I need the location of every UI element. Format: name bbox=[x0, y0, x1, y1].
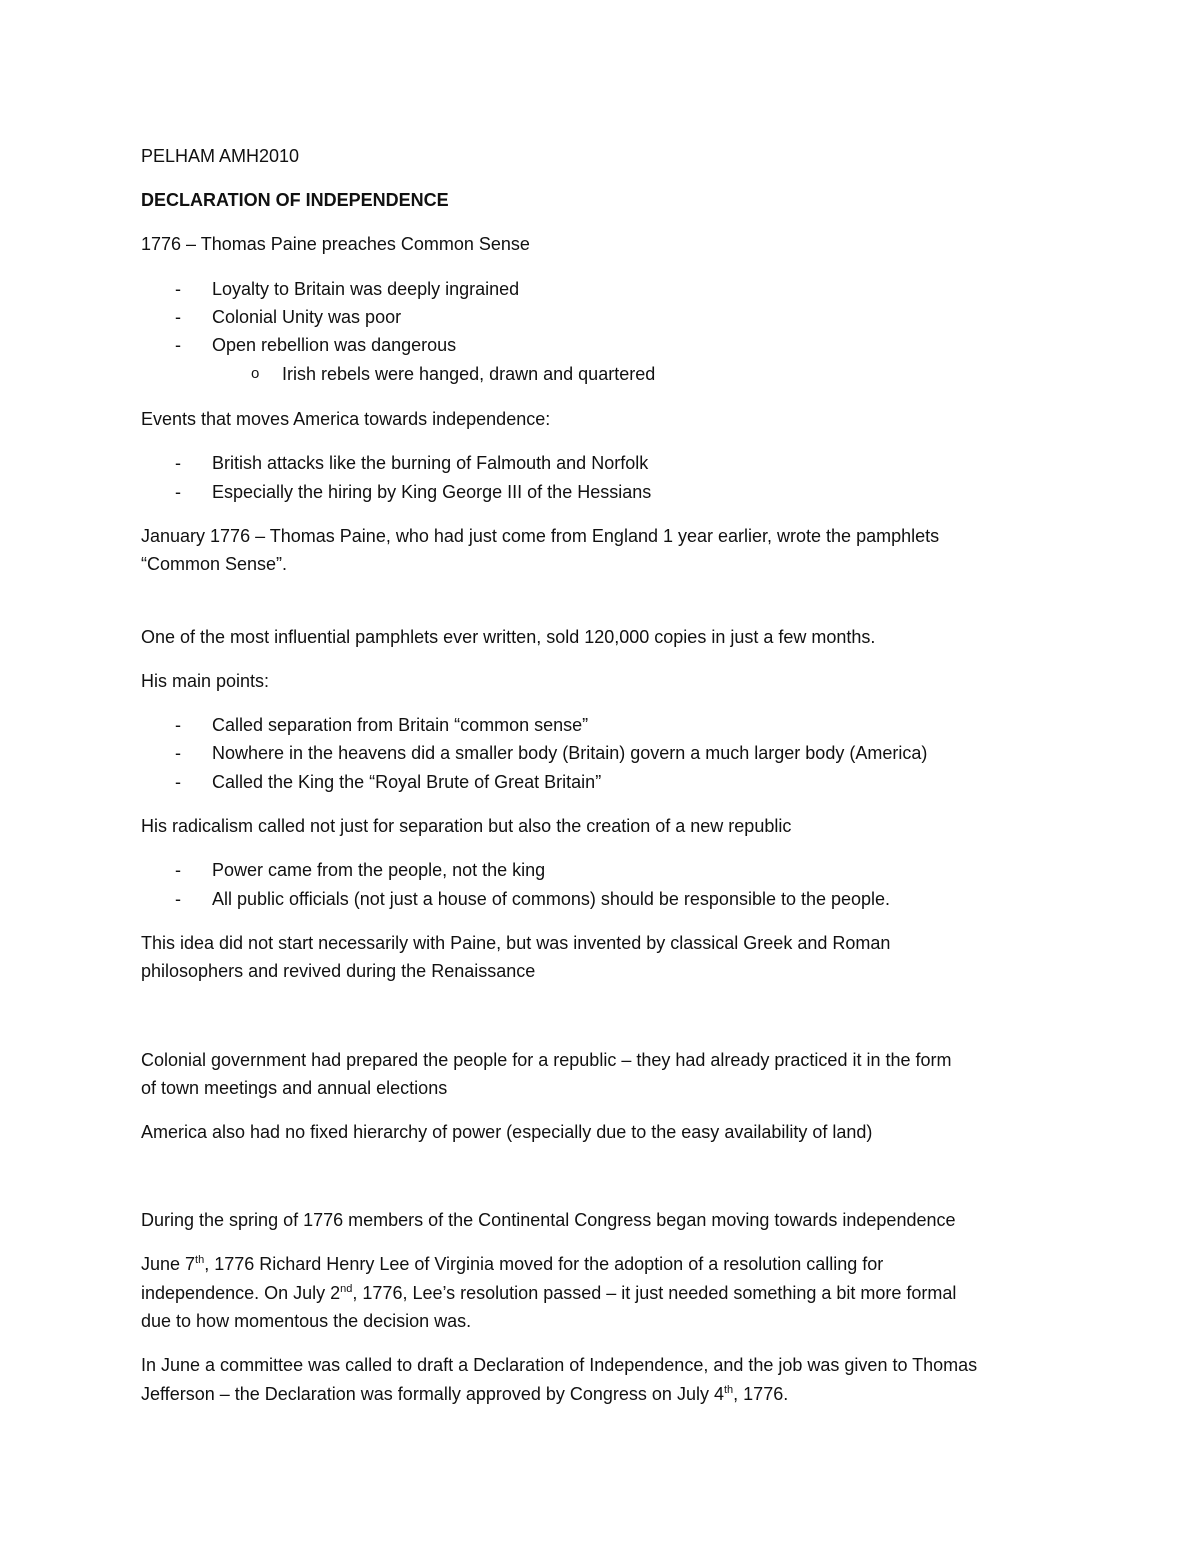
list-item: Open rebellion was dangerous bbox=[212, 335, 457, 355]
dash-bullet: - bbox=[175, 279, 181, 299]
radicalism-paragraph: His radicalism called not just for separation but also the creation of a new republic bbox=[141, 816, 792, 836]
june-text-c: independence. On July 2 bbox=[141, 1283, 341, 1303]
influential-paragraph: One of the most influential pamphlets ever written, sold 120,000 copies in just a few months. bbox=[141, 627, 876, 647]
dash-bullet: - bbox=[175, 743, 181, 763]
list-item: British attacks like the burning of Falmouth and Norfolk bbox=[212, 453, 649, 473]
list-item: Colonial Unity was poor bbox=[212, 307, 402, 327]
dash-bullet: - bbox=[175, 860, 181, 880]
dash-bullet: - bbox=[175, 772, 181, 792]
dash-bullet: - bbox=[175, 307, 181, 327]
list-item: Loyalty to Britain was deeply ingrained bbox=[212, 279, 520, 299]
ordinal-superscript: th bbox=[723, 1384, 734, 1396]
intro-line: 1776 – Thomas Paine preaches Common Sense bbox=[141, 234, 530, 254]
list-item: All public officials (not just a house of commons) should be responsible to the people. bbox=[212, 889, 891, 909]
dash-bullet: - bbox=[175, 482, 181, 502]
list-item: Especially the hiring by King George III of the Hessians bbox=[212, 482, 652, 502]
events-heading: Events that moves America towards independence: bbox=[141, 409, 551, 429]
june-text-b: , 1776 Richard Henry Lee of Virginia moved for the adoption of a resolution calling for bbox=[204, 1254, 884, 1274]
june-paragraph-line-1 bbox=[141, 1250, 883, 1278]
committee-paragraph-line-1: In June a committee was called to draft a Declaration of Independence, and the job was given to Thomas bbox=[141, 1355, 978, 1375]
dash-bullet: - bbox=[175, 453, 181, 473]
ordinal-superscript: th bbox=[195, 1254, 205, 1266]
dash-bullet: - bbox=[175, 889, 181, 909]
january-paragraph-line-1: January 1776 – Thomas Paine, who had just come from England 1 year earlier, wrote the pamphlets bbox=[141, 526, 940, 546]
sub-list-item: Irish rebels were hanged, drawn and quartered bbox=[282, 364, 656, 384]
list-item: Called separation from Britain “common sense” bbox=[212, 715, 589, 735]
list-item: Nowhere in the heavens did a smaller body (Britain) govern a much larger body (America) bbox=[212, 743, 928, 763]
spring-paragraph: During the spring of 1776 members of the Continental Congress began moving towards independence bbox=[141, 1210, 956, 1230]
june-text-d: , 1776, Lee’s resolution passed – it just needed something a bit more formal bbox=[352, 1283, 957, 1303]
main-points-heading: His main points: bbox=[141, 671, 270, 691]
committee-text-a: Jefferson – the Declaration was formally approved by Congress on July 4 bbox=[141, 1384, 724, 1404]
june-paragraph-line-2 bbox=[141, 1279, 956, 1307]
ordinal-superscript: nd bbox=[340, 1283, 353, 1295]
committee-paragraph-line-2 bbox=[141, 1380, 788, 1408]
dash-bullet: - bbox=[175, 335, 181, 355]
list-item: Called the King the “Royal Brute of Great Britain” bbox=[212, 772, 602, 792]
list-item: Power came from the people, not the king bbox=[212, 860, 546, 880]
dash-bullet: - bbox=[175, 715, 181, 735]
committee-text-b: , 1776. bbox=[733, 1384, 789, 1404]
idea-paragraph-line-1: This idea did not start necessarily with Paine, but was invented by classical Greek and Roman bbox=[141, 933, 891, 953]
document-title: DECLARATION OF INDEPENDENCE bbox=[141, 190, 449, 210]
hierarchy-paragraph: America also had no fixed hierarchy of power (especially due to the easy availability of land) bbox=[141, 1122, 873, 1142]
june-text-a: June 7 bbox=[141, 1254, 196, 1274]
colonial-paragraph-line-2: of town meetings and annual elections bbox=[141, 1078, 448, 1098]
course-header: PELHAM AMH2010 bbox=[141, 146, 300, 166]
june-paragraph-line-3: due to how momentous the decision was. bbox=[141, 1311, 472, 1331]
january-paragraph-line-2: “Common Sense”. bbox=[141, 554, 288, 574]
circle-bullet: o bbox=[251, 365, 260, 382]
idea-paragraph-line-2: philosophers and revived during the Renaissance bbox=[141, 961, 536, 981]
colonial-paragraph-line-1: Colonial government had prepared the people for a republic – they had already practiced it in the form bbox=[141, 1050, 952, 1070]
